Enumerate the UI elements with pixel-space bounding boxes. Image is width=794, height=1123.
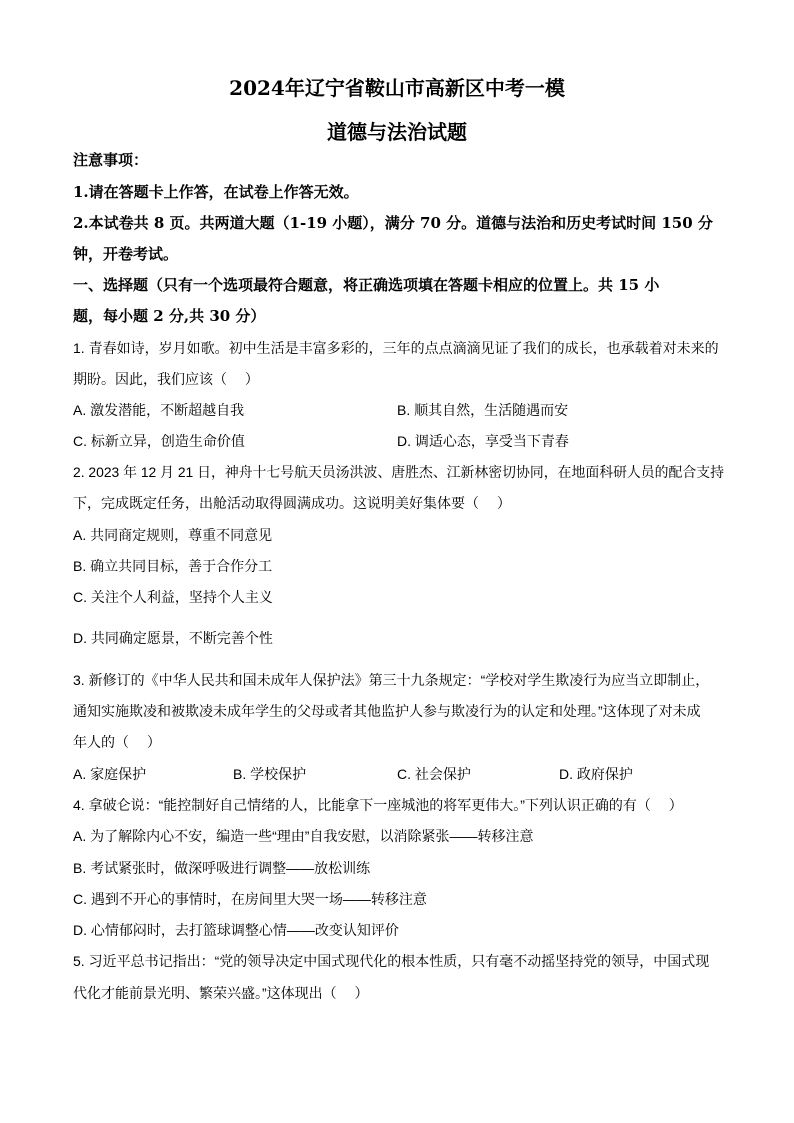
q1-stem-line-1: 1. 青春如诗，岁月如歌。初中生活是丰富多彩的，三年的点点滴滴见证了我们的成长，也承载着对未来的 (73, 340, 719, 356)
q4-option-c: C. 遇到不开心的事情时，在房间里大哭一场——转移注意 (73, 891, 427, 907)
q3-option-b: B. 学校保护 (233, 766, 307, 782)
q3-stem-line-1: 3. 新修订的《中华人民共和国未成年人保护法》第三十九条规定：“学校对学生欺凌行为应当立即制止， (73, 672, 710, 688)
q1-option-d: D. 调适心态，享受当下青春 (397, 433, 569, 449)
q2-option-d: D. 共同确定愿景，不断完善个性 (73, 630, 273, 646)
q4-option-b: B. 考试紧张时，做深呼吸进行调整——放松训练 (73, 860, 371, 876)
q3-option-a: A. 家庭保护 (73, 766, 147, 782)
section-heading-line-1: 一、选择题（只有一个选项最符合题意，将正确选项填在答题卡相应的位置上。共 15 小 (73, 276, 660, 294)
notice-item-2-line-1: 2.本试卷共 8 页。共两道大题（1-19 小题），满分 70 分。道德与法治和历史考试时间 150 分 (73, 214, 713, 232)
q2-stem-line-1: 2. 2023 年 12 月 21 日，神舟十七号航天员汤洪波、唐胜杰、江新林密切协同，在地面科研人员的配合支持 (73, 464, 725, 480)
q5-stem-line-1: 5. 习近平总书记指出：“党的领导决定中国式现代化的根本性质，只有毫不动摇坚持党的领导，中国式现 (73, 953, 710, 969)
page-subtitle: 道德与法治试题 (327, 120, 467, 144)
notice-heading: 注意事项： (73, 151, 149, 169)
q3-option-d: D. 政府保护 (559, 766, 633, 782)
q4-option-d: D. 心情郁闷时，去打篮球调整心情——改变认知评价 (73, 922, 399, 938)
q4-option-a: A. 为了解除内心不安，编造一些“理由”自我安慰，以消除紧张——转移注意 (73, 828, 534, 844)
q2-stem-line-2: 下，完成既定任务，出舱活动取得圆满成功。这说明美好集体要（ ） (73, 495, 511, 511)
q4-stem-line-1: 4. 拿破仑说：“能控制好自己情绪的人，比能拿下一座城池的将军更伟大。”下列认识正确的有（ ） (73, 797, 683, 813)
q2-option-b: B. 确立共同目标，善于合作分工 (73, 558, 273, 574)
q1-option-c: C. 标新立异，创造生命价值 (73, 433, 245, 449)
section-heading-line-2: 题，每小题 2 分,共 30 分） (73, 307, 266, 325)
q2-option-c: C. 关注个人利益，坚持个人主义 (73, 589, 273, 605)
q1-option-b: B. 顺其自然，生活随遇而安 (397, 402, 569, 418)
notice-item-2-line-2: 钟，开卷考试。 (73, 245, 179, 263)
page-title: 2024年辽宁省鞍山市高新区中考一模 (229, 76, 565, 100)
q1-stem-line-2: 期盼。因此，我们应该（ ） (73, 371, 259, 387)
q5-stem-line-2: 代化才能前景光明、繁荣兴盛。”这体现出（ ） (73, 985, 369, 1001)
q2-option-a: A. 共同商定规则，尊重不同意见 (73, 527, 273, 543)
q3-stem-line-2: 通知实施欺凌和被欺凌未成年学生的父母或者其他监护人参与欺凌行为的认定和处理。”这体现了对未成 (73, 703, 701, 719)
notice-item-1: 1.请在答题卡上作答，在试卷上作答无效。 (73, 183, 359, 201)
q1-option-a: A. 激发潜能，不断超越自我 (73, 402, 245, 418)
q3-option-c: C. 社会保护 (397, 766, 471, 782)
q3-stem-line-3: 年人的（ ） (73, 734, 161, 750)
